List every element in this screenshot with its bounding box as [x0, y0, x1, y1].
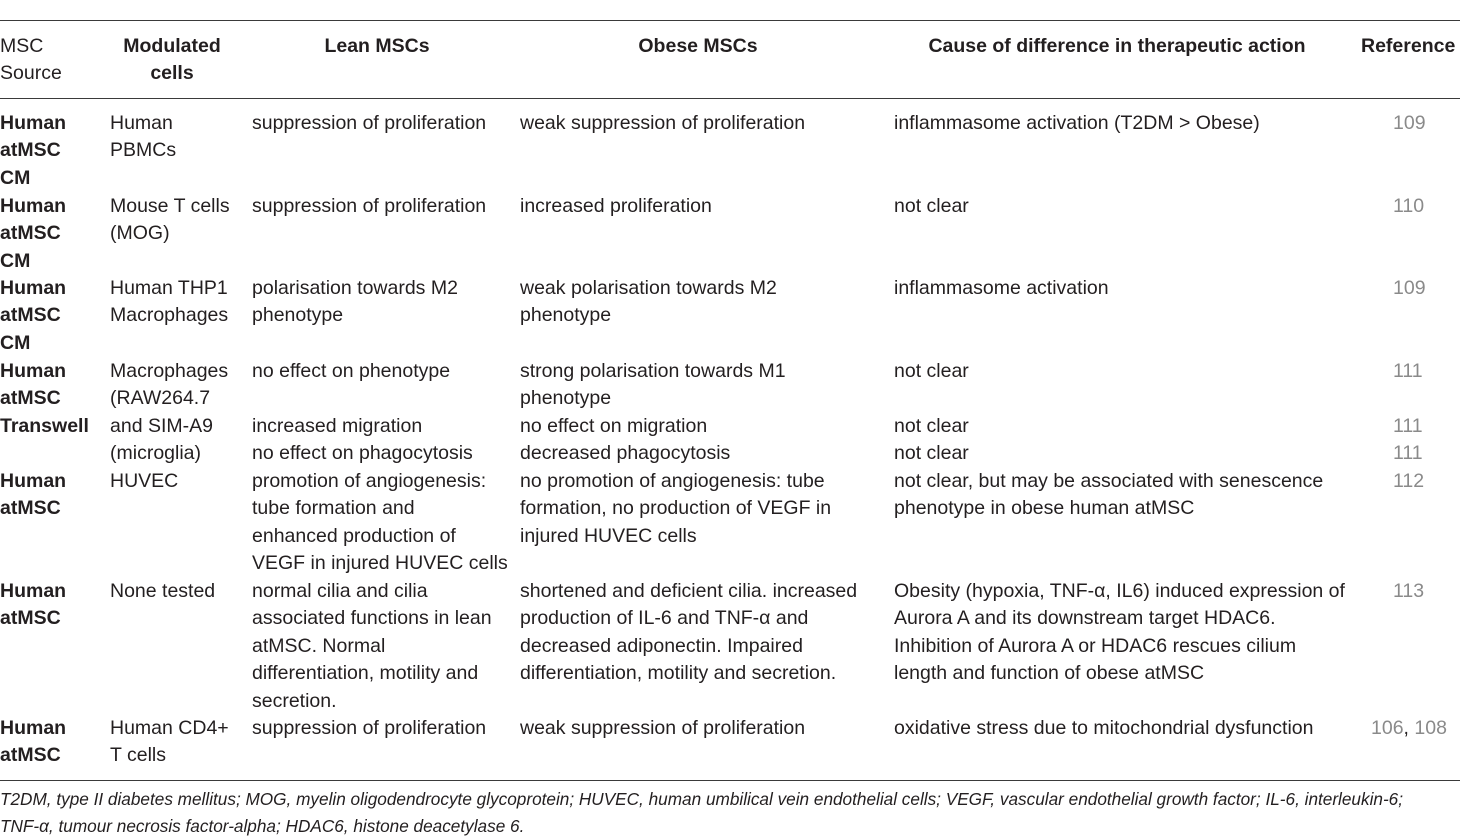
cell-line: Macrophages	[110, 304, 229, 327]
lean-cell	[252, 578, 492, 715]
cell-line: (microglia)	[110, 442, 202, 465]
lean-cell	[252, 110, 486, 137]
reference-separator: ,	[1403, 717, 1415, 739]
lean-cell	[252, 358, 450, 385]
cell-line: inflammasome activation	[894, 277, 1109, 299]
cell-line: not clear	[894, 360, 969, 382]
header-source-line: MSC	[0, 35, 44, 57]
cause-cell	[894, 440, 969, 467]
cell-line: associated functions in lean	[252, 607, 492, 630]
cell-line: no promotion of angiogenesis: tube	[520, 470, 825, 492]
cell-line: Aurora A and its downstream target HDAC6.	[894, 607, 1276, 630]
cell-line: normal cilia and cilia	[252, 580, 428, 602]
cell-line: PBMCs	[110, 139, 177, 162]
cell-line: secretion.	[252, 689, 337, 712]
reference-link[interactable]: 109	[1393, 112, 1426, 134]
cell-line: decreased phagocytosis	[520, 442, 731, 464]
cell-line: CM	[0, 331, 31, 354]
source-cell	[0, 468, 66, 523]
header-reference: Reference	[1361, 35, 1456, 57]
obese-cell	[520, 578, 857, 688]
reference-link[interactable]: 113	[1393, 580, 1425, 602]
cell-line: CM	[0, 166, 31, 189]
cell-line: not clear, but may be associated with senescence	[894, 470, 1324, 492]
lean-cell	[252, 413, 422, 440]
cell-line: (RAW264.7	[110, 387, 211, 410]
footnote-line: T2DM, type II diabetes mellitus; MOG, myelin oligodendrocyte glycoprotein; HUVEC, human umbilical vein endothelial cells; VEGF, vascular endothelial growth factor; IL-6, interleukin-6;	[0, 789, 1404, 809]
cell-line: Human	[0, 470, 67, 492]
cell-line: length and function of obese atMSC	[894, 662, 1205, 685]
footnote-line: TNF-α, tumour necrosis factor-alpha; HDAC6, histone deacetylase 6.	[0, 816, 525, 836]
cell-line: Human	[0, 360, 67, 382]
cell-line: phenotype	[520, 387, 612, 410]
cell-line: strong polarisation towards M1	[520, 360, 786, 382]
modulated-cell	[110, 358, 228, 468]
source-cell	[0, 275, 66, 357]
cell-line: production of IL-6 and TNF-α and	[520, 607, 809, 630]
cell-line: Mouse T cells	[110, 195, 230, 217]
cell-line: injured HUVEC cells	[520, 524, 697, 547]
cell-line: decreased adiponectin. Impaired	[520, 634, 803, 657]
cause-cell	[894, 413, 969, 440]
cell-line: suppression of proliferation	[252, 112, 487, 134]
reference-link[interactable]: 110	[1393, 195, 1425, 217]
cell-line: Obesity (hypoxia, TNF-α, IL6) induced expression of	[894, 580, 1345, 602]
cell-line: atMSC	[0, 222, 61, 245]
modulated-cell	[110, 468, 178, 495]
cell-line: oxidative stress due to mitochondrial dysfunction	[894, 717, 1314, 739]
cell-line: HUVEC	[110, 470, 179, 492]
cell-line: increased proliferation	[520, 195, 712, 217]
cell-line: atMSC. Normal	[252, 634, 386, 657]
table-bottom-rule	[0, 780, 1460, 781]
cell-line: Human CD4+	[110, 717, 229, 739]
cell-line: None tested	[110, 580, 216, 602]
obese-cell	[520, 358, 786, 413]
cell-line: CM	[0, 249, 31, 272]
cell-line: shortened and deficient cilia. increased	[520, 580, 858, 602]
cause-cell	[894, 578, 1345, 688]
obese-cell	[520, 413, 707, 440]
cell-line: Inhibition of Aurora A or HDAC6 rescues cilium	[894, 634, 1297, 657]
cell-line: Human	[0, 717, 67, 739]
cell-line: and SIM-A9	[110, 414, 213, 437]
cell-line: phenotype	[252, 304, 344, 327]
cell-line: atMSC	[0, 304, 61, 327]
cell-line: differentiation, motility and	[252, 662, 479, 685]
cell-line: not clear	[894, 195, 969, 217]
cell-line: Human	[0, 580, 67, 602]
obese-cell	[520, 715, 805, 742]
reference-link[interactable]: 111	[1393, 360, 1423, 382]
header-bottom-rule	[0, 98, 1460, 99]
cell-line: Human	[0, 277, 67, 299]
cell-line: T cells	[110, 744, 166, 767]
source-cell	[0, 110, 66, 192]
cell-line: atMSC	[0, 139, 61, 162]
cell-line: not clear	[894, 442, 969, 464]
reference-link[interactable]: 108	[1414, 717, 1447, 739]
reference-link[interactable]: 106	[1371, 717, 1404, 739]
cell-line: no effect on phenotype	[252, 360, 451, 382]
header-msc-source	[0, 33, 62, 88]
cell-line: atMSC	[0, 497, 61, 520]
source-cell	[0, 578, 66, 633]
cell-line: formation, no production of VEGF in	[520, 497, 832, 520]
cell-line: polarisation towards M2	[252, 277, 458, 299]
cell-line: weak suppression of proliferation	[520, 112, 806, 134]
cell-line: suppression of proliferation	[252, 717, 487, 739]
cell-line: suppression of proliferation	[252, 195, 487, 217]
cell-line: atMSC	[0, 607, 61, 630]
header-modulated-line: cells	[150, 62, 194, 85]
cell-line: Transwell	[0, 414, 89, 437]
reference-cell	[1371, 715, 1447, 742]
obese-cell	[520, 193, 712, 220]
header-cause: Cause of difference in therapeutic action	[928, 35, 1306, 57]
cell-line: weak suppression of proliferation	[520, 717, 806, 739]
modulated-cell	[110, 275, 228, 330]
cell-line: differentiation, motility and secretion.	[520, 662, 837, 685]
obese-cell	[520, 468, 831, 550]
cause-cell	[894, 715, 1313, 742]
obese-cell	[520, 440, 730, 467]
cell-line: Human	[0, 112, 67, 134]
reference-link[interactable]: 112	[1393, 470, 1425, 492]
cell-line: inflammasome activation (T2DM > Obese)	[894, 112, 1260, 134]
cause-cell	[894, 468, 1323, 523]
cause-cell	[894, 193, 969, 220]
modulated-cell	[110, 715, 229, 770]
cell-line: Human	[0, 195, 67, 217]
reference-link[interactable]: 109	[1393, 277, 1426, 299]
modulated-cell	[110, 193, 230, 248]
cell-line: VEGF in injured HUVEC cells	[252, 552, 508, 575]
cell-line: (MOG)	[110, 222, 170, 245]
obese-cell	[520, 275, 777, 330]
header-lean-mscs: Lean MSCs	[324, 35, 430, 57]
header-modulated-line: Modulated	[123, 35, 221, 57]
table-top-rule	[0, 20, 1460, 21]
lean-cell	[252, 468, 508, 578]
cell-line: phenotype in obese human atMSC	[894, 497, 1195, 520]
header-obese-mscs: Obese MSCs	[638, 35, 758, 57]
cause-cell	[894, 358, 969, 385]
cell-line: phenotype	[520, 304, 612, 327]
header-modulated-cells	[110, 33, 234, 88]
cell-line: Human THP1	[110, 277, 228, 299]
obese-cell	[520, 110, 805, 137]
source-cell	[0, 193, 66, 275]
header-source-line: Source	[0, 62, 62, 85]
cell-line: not clear	[894, 415, 969, 437]
lean-cell	[252, 193, 486, 220]
cell-line: atMSC	[0, 387, 61, 410]
cell-line: atMSC	[0, 744, 61, 767]
cell-line: Macrophages	[110, 360, 229, 382]
lean-cell	[252, 715, 486, 742]
reference-link[interactable]: 111	[1393, 415, 1423, 437]
cell-line: enhanced production of	[252, 524, 456, 547]
cell-line: increased migration	[252, 415, 423, 437]
source-cell	[0, 358, 89, 440]
reference-link[interactable]: 111	[1393, 442, 1423, 464]
modulated-cell	[110, 110, 176, 165]
lean-cell	[252, 440, 473, 467]
cause-cell	[894, 275, 1109, 302]
cell-line: weak polarisation towards M2	[520, 277, 777, 299]
table-footnote	[0, 786, 1403, 840]
cell-line: tube formation and	[252, 497, 415, 520]
cell-line: no effect on phagocytosis	[252, 442, 473, 464]
lean-cell	[252, 275, 458, 330]
cell-line: no effect on migration	[520, 415, 708, 437]
modulated-cell	[110, 578, 215, 605]
cell-line: Human	[110, 112, 173, 134]
source-cell	[0, 715, 66, 770]
cause-cell	[894, 110, 1260, 137]
cell-line: promotion of angiogenesis:	[252, 470, 487, 492]
